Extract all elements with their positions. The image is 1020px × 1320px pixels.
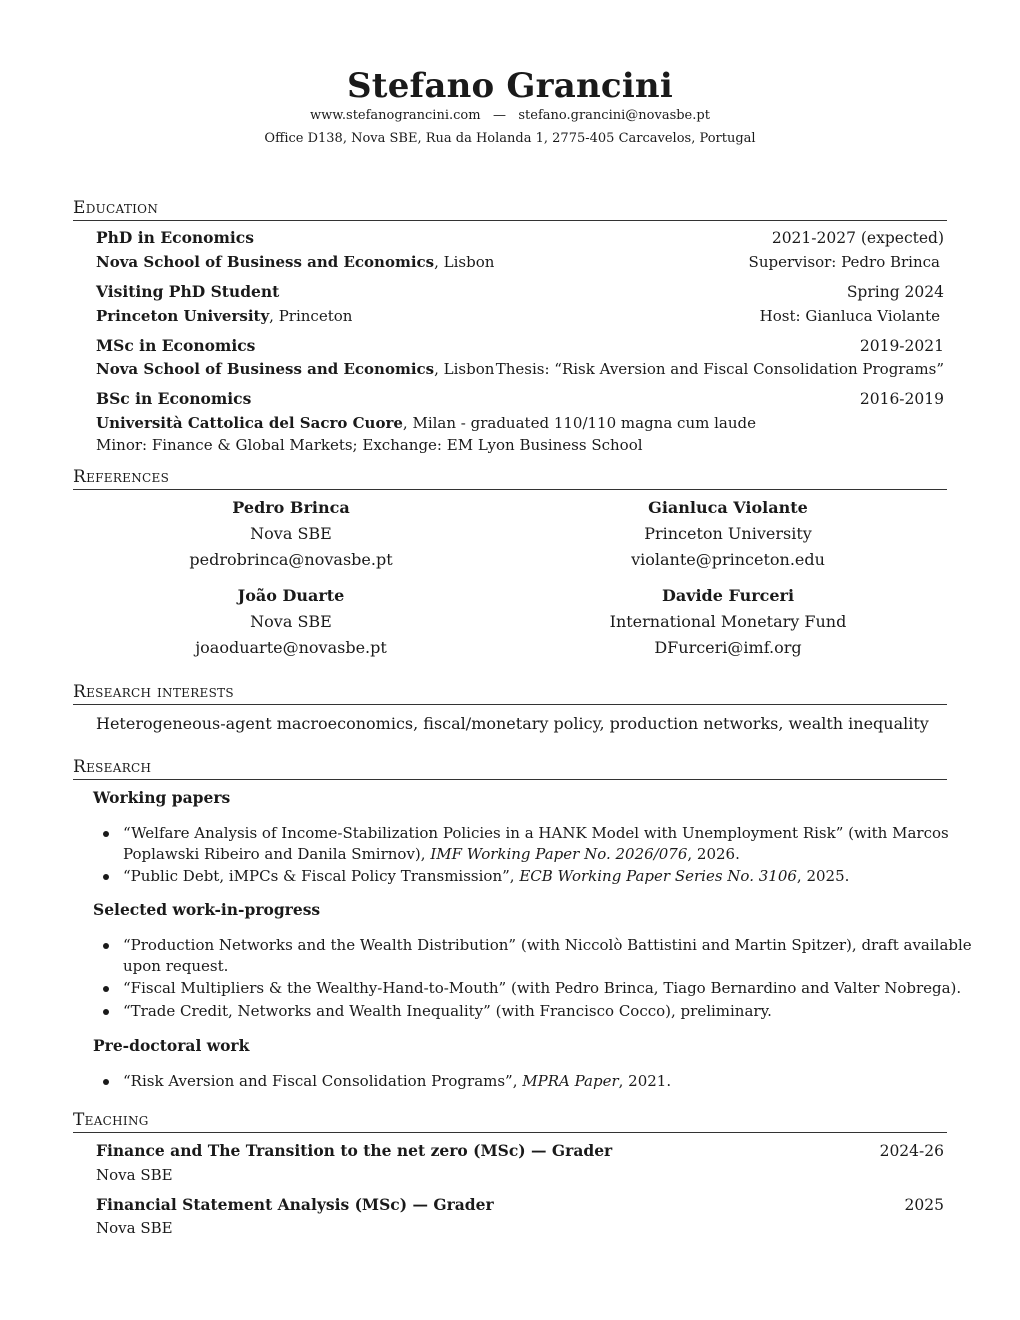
address: Office D138, Nova SBE, Rua da Holanda 1, 2775-405 Carcavelos, Portugal: [264, 131, 756, 146]
reference-card: [548, 495, 908, 573]
edu-location: , Lisbon: [434, 360, 495, 378]
subheading-working-papers: Working papers: [93, 788, 231, 807]
bullet-icon: [103, 943, 109, 949]
paper-citation-line: Poplawski Ribeiro and Danila Smirnov), IMF Working Paper No. 2026/076, 2026.: [123, 845, 740, 863]
reference-name: Gianluca Violante: [648, 498, 808, 517]
separator: —: [492, 108, 506, 123]
reference-card: [111, 495, 471, 573]
cv-name: Stefano Grancini: [347, 66, 673, 106]
research-interests-text: Heterogeneous-agent macroeconomics, fiscal/monetary policy, production networks, wealth inequality: [96, 714, 929, 733]
reference-affiliation: Nova SBE: [250, 612, 332, 631]
reference-card: [548, 583, 908, 661]
reference-card: [111, 583, 471, 661]
reference-affiliation: Nova SBE: [250, 524, 332, 543]
section-heading-teaching: Teaching: [73, 1110, 947, 1133]
paper-citation-line: “Public Debt, iMPCs & Fiscal Policy Transmission”, ECB Working Paper Series No. 3106, 2025.: [123, 867, 850, 885]
edu-date: 2016-2019: [859, 390, 944, 408]
edu-note: Supervisor: Pedro Brinca: [748, 253, 940, 271]
section-heading-research-interests: Research interests: [73, 682, 947, 705]
teaching-course: Financial Statement Analysis (MSc) — Grader: [96, 1195, 494, 1214]
teaching-date: 2025: [904, 1196, 944, 1214]
reference-name: João Duarte: [237, 586, 345, 605]
list-item: [123, 1001, 953, 1022]
edu-location: , Princeton: [269, 307, 353, 325]
email-link[interactable]: stefano.grancini@novasbe.pt: [518, 108, 710, 123]
list-item: [123, 1071, 953, 1092]
edu-degree: BSc in Economics: [96, 389, 252, 408]
paper-title-line: upon request.: [123, 957, 229, 975]
paper-venue: ECB Working Paper Series No. 3106: [519, 867, 797, 885]
paper-title-line: “Fiscal Multipliers & the Wealthy-Hand-to-Mouth” (with Pedro Brinca, Tiago Bernardino and Valter Nobrega).: [123, 979, 962, 997]
bullet-icon: [103, 986, 109, 992]
edu-institution: Nova School of Business and Economics: [96, 253, 435, 271]
paper-citation-line: “Risk Aversion and Fiscal Consolidation Programs”, MPRA Paper, 2021.: [123, 1072, 672, 1090]
subheading-work-in-progress: Selected work-in-progress: [93, 900, 321, 919]
edu-location: , Milan - graduated 110/110 magna cum laude: [402, 414, 756, 432]
edu-date: 2019-2021: [859, 337, 944, 355]
edu-degree: PhD in Economics: [96, 228, 254, 247]
paper-title-line: “Welfare Analysis of Income-Stabilization Policies in a HANK Model with Unemployment Risk” (with Marcos: [123, 824, 949, 842]
list-item: [123, 935, 972, 977]
edu-extra: Minor: Finance & Global Markets; Exchange: EM Lyon Business School: [96, 436, 643, 454]
edu-institution-line: [96, 252, 494, 272]
reference-affiliation: Princeton University: [644, 524, 812, 543]
list-item: [123, 978, 962, 999]
reference-email[interactable]: DFurceri@imf.org: [654, 638, 802, 657]
section-heading-references: References: [73, 467, 947, 490]
edu-institution: Princeton University: [96, 307, 270, 325]
edu-date: Spring 2024: [846, 283, 944, 301]
section-heading-research: Research: [73, 757, 947, 780]
website-link[interactable]: www.stefanograncini.com: [310, 108, 481, 123]
edu-institution: Nova School of Business and Economics: [96, 360, 435, 378]
teaching-place: Nova SBE: [96, 1166, 173, 1184]
bullet-icon: [103, 1079, 109, 1085]
paper-title-line: “Production Networks and the Wealth Distribution” (with Niccolò Battistini and Martin Spitzer), draft available: [123, 936, 972, 954]
paper-venue: MPRA Paper: [522, 1072, 619, 1090]
bullet-icon: [103, 831, 109, 837]
paper-venue: IMF Working Paper No. 2026/076: [430, 845, 688, 863]
edu-degree: MSc in Economics: [96, 336, 256, 355]
teaching-place: Nova SBE: [96, 1219, 173, 1237]
reference-name: Davide Furceri: [661, 586, 795, 605]
teaching-date: 2024-26: [879, 1142, 944, 1160]
reference-email[interactable]: joaoduarte@novasbe.pt: [195, 638, 387, 657]
edu-institution-line: [96, 359, 494, 379]
list-item: [123, 823, 953, 865]
edu-institution-line: [96, 413, 756, 433]
reference-email[interactable]: pedrobrinca@novasbe.pt: [189, 550, 393, 569]
edu-note: Thesis: “Risk Aversion and Fiscal Consolidation Programs”: [495, 360, 944, 378]
contact-line: [0, 108, 1020, 123]
paper-title-line: “Trade Credit, Networks and Wealth Inequality” (with Francisco Cocco), preliminary.: [123, 1002, 772, 1020]
bullet-icon: [103, 1009, 109, 1015]
section-heading-education: Education: [73, 198, 947, 221]
edu-note: Host: Gianluca Violante: [759, 307, 940, 325]
edu-degree: Visiting PhD Student: [96, 282, 280, 301]
list-item: [123, 866, 953, 887]
reference-affiliation: International Monetary Fund: [609, 612, 847, 631]
edu-location: , Lisbon: [434, 253, 495, 271]
edu-institution: Università Cattolica del Sacro Cuore: [96, 414, 403, 432]
teaching-course: Finance and The Transition to the net zero (MSc) — Grader: [96, 1141, 613, 1160]
bullet-icon: [103, 874, 109, 880]
edu-date: 2021-2027 (expected): [771, 229, 944, 247]
edu-institution-line: [96, 306, 352, 326]
reference-email[interactable]: violante@princeton.edu: [631, 550, 825, 569]
reference-name: Pedro Brinca: [232, 498, 350, 517]
subheading-pre-doctoral: Pre-doctoral work: [93, 1036, 250, 1055]
